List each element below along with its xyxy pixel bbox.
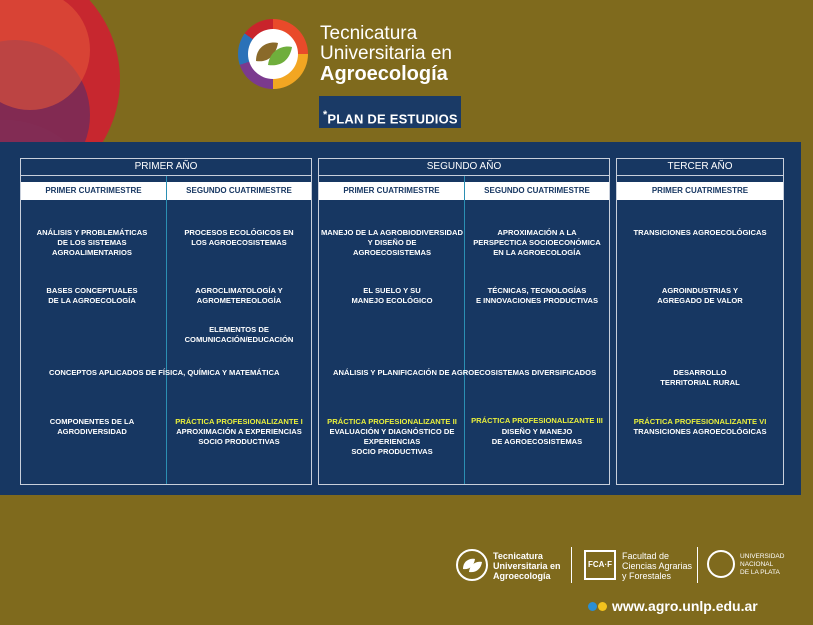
subject: TRANSICIONES AGROECOLÓGICAS (633, 228, 767, 237)
subject: AGROINDUSTRIAS Y AGREGADO DE VALOR (657, 286, 743, 305)
footer-line: UNIVERSIDAD (740, 553, 785, 560)
footer-separator (571, 547, 572, 583)
footer-line: Tecnicatura (493, 551, 543, 561)
plan-badge (319, 96, 461, 128)
footer-program-logo (456, 549, 488, 581)
subject: ANÁLISIS Y PROBLEMÁTICAS DE LOS SISTEMAS AGROALIMENTARIOS (36, 228, 148, 257)
year-title: PRIMER AÑO (21, 159, 311, 176)
program-title (320, 24, 452, 84)
year-title: SEGUNDO AÑO (319, 159, 609, 176)
dot-icon (588, 602, 597, 611)
subject: TÉCNICAS, TECNOLOGÍAS E INNOVACIONES PRODUCTIVAS (475, 286, 599, 305)
subject: EL SUELO Y SU MANEJO ECOLÓGICO (351, 286, 433, 305)
dot-icon (598, 602, 607, 611)
practice-title: PRÁCTICA PROFESIONALIZANTE VI (633, 417, 767, 426)
subject: AGROCLIMATOLOGÍA Y AGROMETEREOLOGÍA (195, 286, 283, 305)
semester-header: PRIMER CUATRIMESTRE (319, 182, 464, 200)
subject: DESARROLLO TERRITORIAL RURAL (660, 368, 740, 387)
semester-header: PRIMER CUATRIMESTRE (617, 182, 783, 200)
website-link[interactable]: www.agro.unlp.edu.ar (612, 598, 758, 614)
footer-line: NACIONAL (740, 561, 774, 568)
asterisk: * (323, 108, 328, 121)
plan-label: PLAN DE ESTUDIOS (327, 111, 458, 126)
practice-title: PRÁCTICA PROFESIONALIZANTE III (471, 416, 603, 425)
program-logo (238, 19, 308, 89)
practice-title: PRÁCTICA PROFESIONALIZANTE I (175, 417, 303, 426)
footer-line: Universitaria en (493, 561, 561, 571)
footer-separator (697, 547, 698, 583)
semester-header: SEGUNDO CUATRIMESTRE (465, 182, 609, 200)
footer-line: Agroecología (493, 571, 551, 581)
curriculum-panel (0, 142, 801, 495)
subject: BASES CONCEPTUALES DE LA AGROECOLOGÍA (46, 286, 138, 305)
fcaf-logo: FCA·F (584, 550, 616, 580)
subject: APROXIMACIÓN A LA PERSPECTICA SOCIOECONÓMICA EN LA AGROECOLOGÍA (473, 228, 601, 257)
subject: DISEÑO Y MANEJO DE AGROECOSISTEMAS (491, 427, 583, 446)
leaf-icon (248, 31, 298, 77)
subject: TRANSICIONES AGROECOLÓGICAS (633, 427, 767, 436)
subject: PROCESOS ECOLÓGICOS EN LOS AGROECOSISTEMAS (184, 228, 294, 247)
year-title: TERCER AÑO (617, 159, 783, 176)
semester-header: PRIMER CUATRIMESTRE (21, 182, 166, 200)
footer-program-name (493, 551, 561, 581)
semester-header: SEGUNDO CUATRIMESTRE (167, 182, 311, 200)
subject: COMPONENTES DE LA AGRODIVERSIDAD (49, 417, 135, 436)
faculty-name (622, 551, 692, 581)
subject: APROXIMACIÓN A EXPERIENCIAS SOCIO PRODUCTIVAS (176, 427, 302, 446)
subject: EVALUACIÓN Y DIAGNÓSTICO DE EXPERIENCIAS SOCIO PRODUCTIVAS (329, 427, 455, 456)
leaf-icon (458, 551, 486, 579)
subject: MANEJO DE LA AGROBIODIVERSIDAD Y DISEÑO DE AGROECOSISTEMAS (320, 228, 464, 257)
practice-title: PRÁCTICA PROFESIONALIZANTE II (327, 417, 457, 426)
footer-line: Facultad de (622, 551, 670, 561)
unlp-seal-icon (707, 550, 735, 578)
title-line: Agroecología (320, 63, 448, 85)
subject: ELEMENTOS DE COMUNICACIÓN/EDUCACIÓN (184, 325, 294, 344)
title-line: Universitaria en (320, 43, 452, 64)
footer-line: Ciencias Agrarias (622, 561, 693, 571)
subject-wide: CONCEPTOS APLICADOS DE FÍSICA, QUÍMICA Y MATEMÁTICA (49, 368, 280, 377)
column-divider (166, 176, 167, 484)
subject-wide: ANÁLISIS Y PLANIFICACIÓN DE AGROECOSISTEMAS DIVERSIFICADOS (333, 368, 597, 377)
footer-line: y Forestales (622, 571, 672, 581)
title-line: Tecnicatura (320, 23, 418, 44)
footer-line: DE LA PLATA (740, 569, 780, 576)
university-name (740, 553, 784, 577)
